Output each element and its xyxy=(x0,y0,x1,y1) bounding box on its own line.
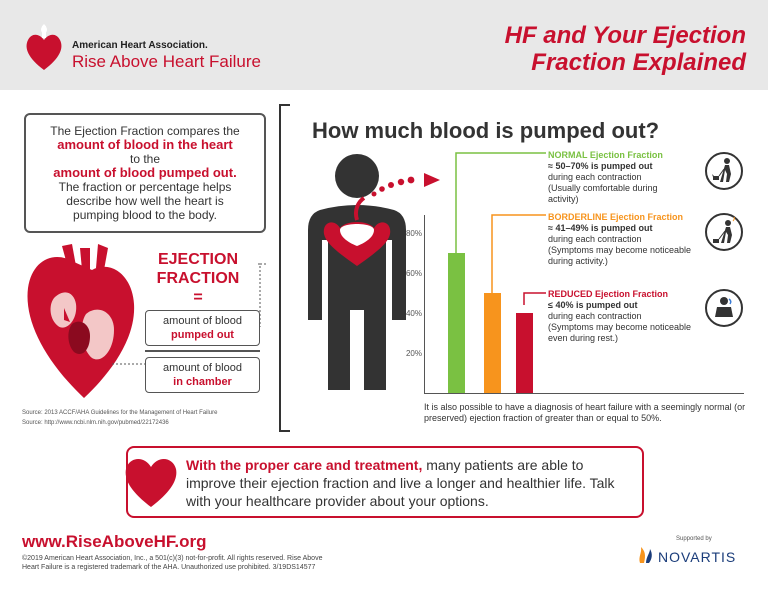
person-walking-dog-icon xyxy=(705,152,743,190)
definition-highlight: amount of blood in the heart xyxy=(57,137,233,152)
cta-bold: With the proper care and treatment, xyxy=(186,457,423,473)
cta-rest: many patients are able to improve their ejection fraction and live a longer and healthier life. Talk with your healthcare provider about your options. xyxy=(186,457,615,509)
category-desc: activity) xyxy=(548,194,579,204)
category-normal xyxy=(548,150,698,205)
bar-leader-lines xyxy=(450,145,550,305)
section-bracket xyxy=(278,104,292,432)
y-axis xyxy=(424,215,425,393)
chart-title: How much blood is pumped out? xyxy=(312,118,660,143)
website-link[interactable]: www.RiseAboveHF.org xyxy=(22,532,207,551)
y-tick-label: 20% xyxy=(405,349,422,358)
category-desc: during each contraction xyxy=(548,311,642,321)
category-desc: (Symptoms may become noticeable xyxy=(548,245,692,255)
category-desc: during activity.) xyxy=(548,256,608,266)
definition-line: The fraction or percentage helps xyxy=(58,180,232,194)
page-title-line2: Fraction Explained xyxy=(531,49,746,76)
definition-line: describe how well the heart is xyxy=(66,194,224,208)
numerator-line1: amount of blood xyxy=(163,315,242,327)
definition-line: to the xyxy=(129,152,161,166)
copyright-line: Heart Failure is a registered trademark of the AHA. Unauthorized use prohibited. 3/19DS14577 xyxy=(22,564,316,571)
definition-highlight: amount of blood pumped out. xyxy=(53,165,237,180)
source-line-1: Source: 2013 ACCF/AHA Guidelines for the Management of Heart Failure xyxy=(22,410,218,416)
page-title-line1: HF and Your Ejection xyxy=(504,22,746,49)
category-reduced xyxy=(548,289,723,344)
person-tired-walking-dog-icon xyxy=(705,213,743,251)
category-heading: NORMAL Ejection Fraction xyxy=(548,150,663,160)
denominator-line1: amount of blood xyxy=(163,362,242,374)
category-heading: BORDERLINE Ejection Fraction xyxy=(548,212,684,222)
person-silhouette-icon xyxy=(300,150,450,400)
denominator-line2: in chamber xyxy=(173,376,232,388)
preserved-ef-note: It is also possible to have a diagnosis of heart failure with a seemingly normal (or preserved) ejection fraction of greater than or equal to 50%. xyxy=(424,402,746,423)
call-to-action-text xyxy=(186,456,636,510)
bar-borderline xyxy=(484,293,501,393)
y-tick-label: 80% xyxy=(405,229,422,238)
aha-torch-heart-logo-icon xyxy=(22,22,66,72)
definition-line: pumping blood to the body. xyxy=(73,208,217,222)
category-range: ≈ 50–70% is pumped out xyxy=(548,161,653,171)
connector-lines xyxy=(100,262,270,372)
category-desc: even during rest.) xyxy=(548,333,619,343)
source-line-2: Source: http://www.ncbi.nlm.nih.gov/pubmed/22172436 xyxy=(22,420,169,426)
y-tick-label: 40% xyxy=(405,309,422,318)
heart-icon xyxy=(122,453,180,509)
category-borderline xyxy=(548,212,723,267)
organization-name: American Heart Association. xyxy=(72,40,208,51)
y-tick-label: 60% xyxy=(405,269,422,278)
copyright-text xyxy=(22,554,402,572)
ef-label-line2: FRACTION xyxy=(156,270,240,287)
category-range: ≈ 41–49% is pumped out xyxy=(548,223,653,233)
numerator-line2: pumped out xyxy=(171,329,234,341)
copyright-line: ©2019 American Heart Association, Inc., a 501(c)(3) not-for-profit. All rights reserved. Rise Above xyxy=(22,555,323,562)
category-range: ≤ 40% is pumped out xyxy=(548,300,638,310)
novartis-flame-icon xyxy=(636,545,654,565)
sponsor-name: NOVARTIS xyxy=(658,549,737,565)
ef-label-line1: EJECTION xyxy=(157,251,238,268)
supported-by-label: Supported by xyxy=(676,536,712,542)
category-desc: during each contraction xyxy=(548,172,642,182)
x-axis xyxy=(424,393,744,394)
category-heading: REDUCED Ejection Fraction xyxy=(548,289,669,299)
bar-reduced xyxy=(516,313,533,393)
person-resting-icon xyxy=(705,289,743,327)
definition-box xyxy=(24,113,266,233)
equals-sign: = xyxy=(193,289,203,306)
program-name: Rise Above Heart Failure xyxy=(72,52,261,71)
definition-line: The Ejection Fraction compares the xyxy=(50,124,240,138)
category-desc: during each contraction xyxy=(548,234,642,244)
category-desc: (Usually comfortable during xyxy=(548,183,658,193)
category-desc: (Symptoms may become noticeable xyxy=(548,322,692,332)
